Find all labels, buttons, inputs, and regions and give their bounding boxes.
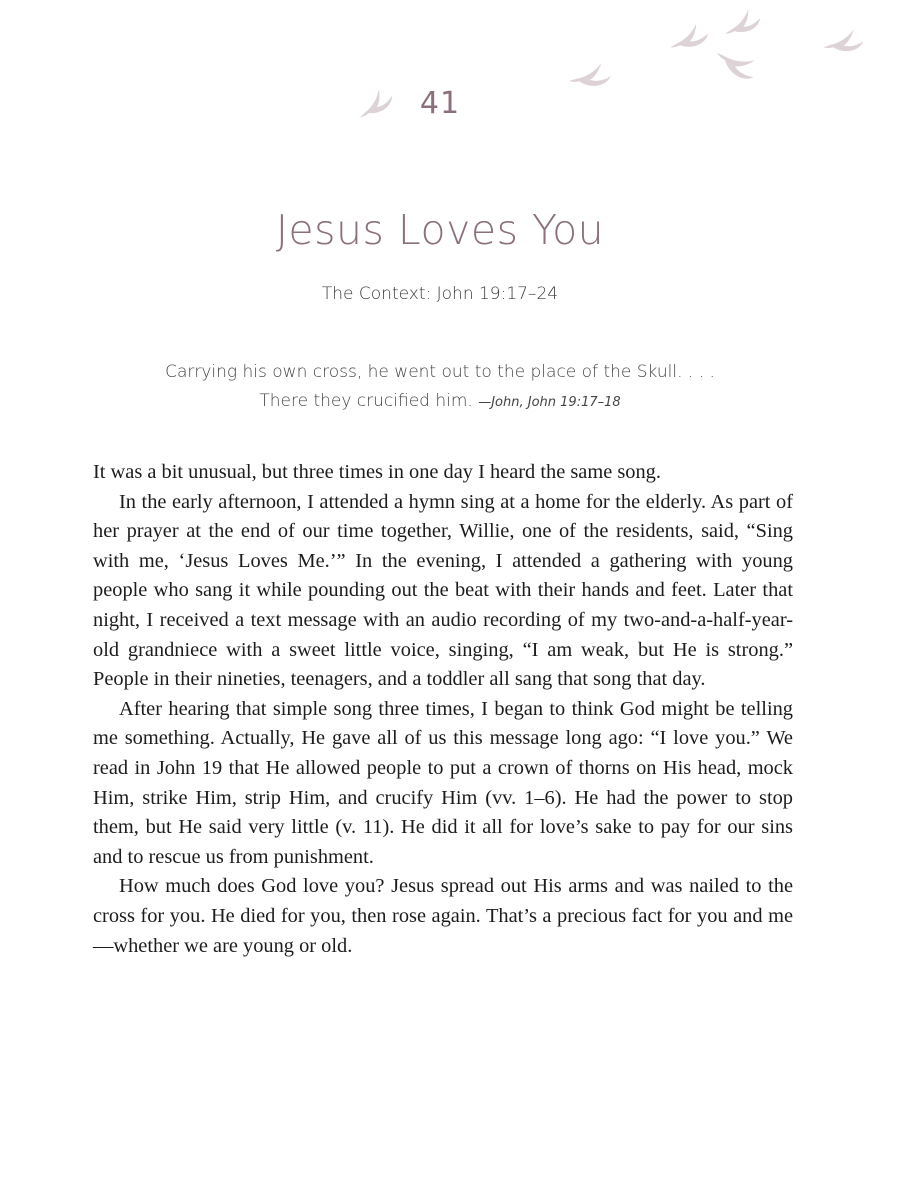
bird-icon [669, 22, 709, 48]
paragraph: How much does God love you? Jesus spread out His arms and was nailed to the cross for you. He died for you, then rose again. That’s a precious fact for you and me—whether we are young or old. [93, 875, 793, 957]
quote-line-2-text: There they crucified him. [259, 391, 473, 411]
quote-line-2 [0, 387, 880, 417]
paragraph: In the early afternoon, I attended a hymn sing at a home for the elderly. As part of her prayer at the end of our time together, Willie, one of the residents, said, “Sing with me, ‘Jesus Loves Me.’” In the evening, I attended a gathering with young people who sang it while pounding out the beat with their hands and feet. Later that night, I received a text message with an audio recording of my two-and-a-half-year-old grandniece with a sweet little voice, singing, “I am weak, but He is strong.” People in their nineties, teenagers, and a toddler all sang that song that day. [93, 490, 793, 691]
bird-icon [823, 25, 864, 53]
page-number: 41 [419, 86, 461, 121]
devotional-body [93, 458, 793, 961]
quote-citation: —John, John 19:17–18 [478, 395, 621, 410]
bird-icon [722, 8, 761, 35]
bird-icon [569, 58, 613, 89]
scripture-quote [0, 358, 880, 417]
bird-icon [716, 37, 762, 85]
chapter-title: Jesus Loves You [275, 206, 605, 254]
quote-line-1: Carrying his own cross, he went out to the place of the Skull. . . . [165, 362, 715, 382]
paragraph: It was a bit unusual, but three times in one day I heard the same song. [93, 461, 661, 483]
paragraph: After hearing that simple song three times, I began to think God might be telling me something. Actually, He gave all of us this message long ago: “I love you.” We read in John 19 that He allowed people to put a crown of thorns on His head, mock Him, strike Him, strip Him, and crucify Him (vv. 1–6). He had the power to stop them, but He said very little (v. 11). He did it all for love’s sake to pay for our sins and to rescue us from punishment. [93, 697, 793, 868]
scripture-context: The Context: John 19:17–24 [321, 284, 559, 304]
